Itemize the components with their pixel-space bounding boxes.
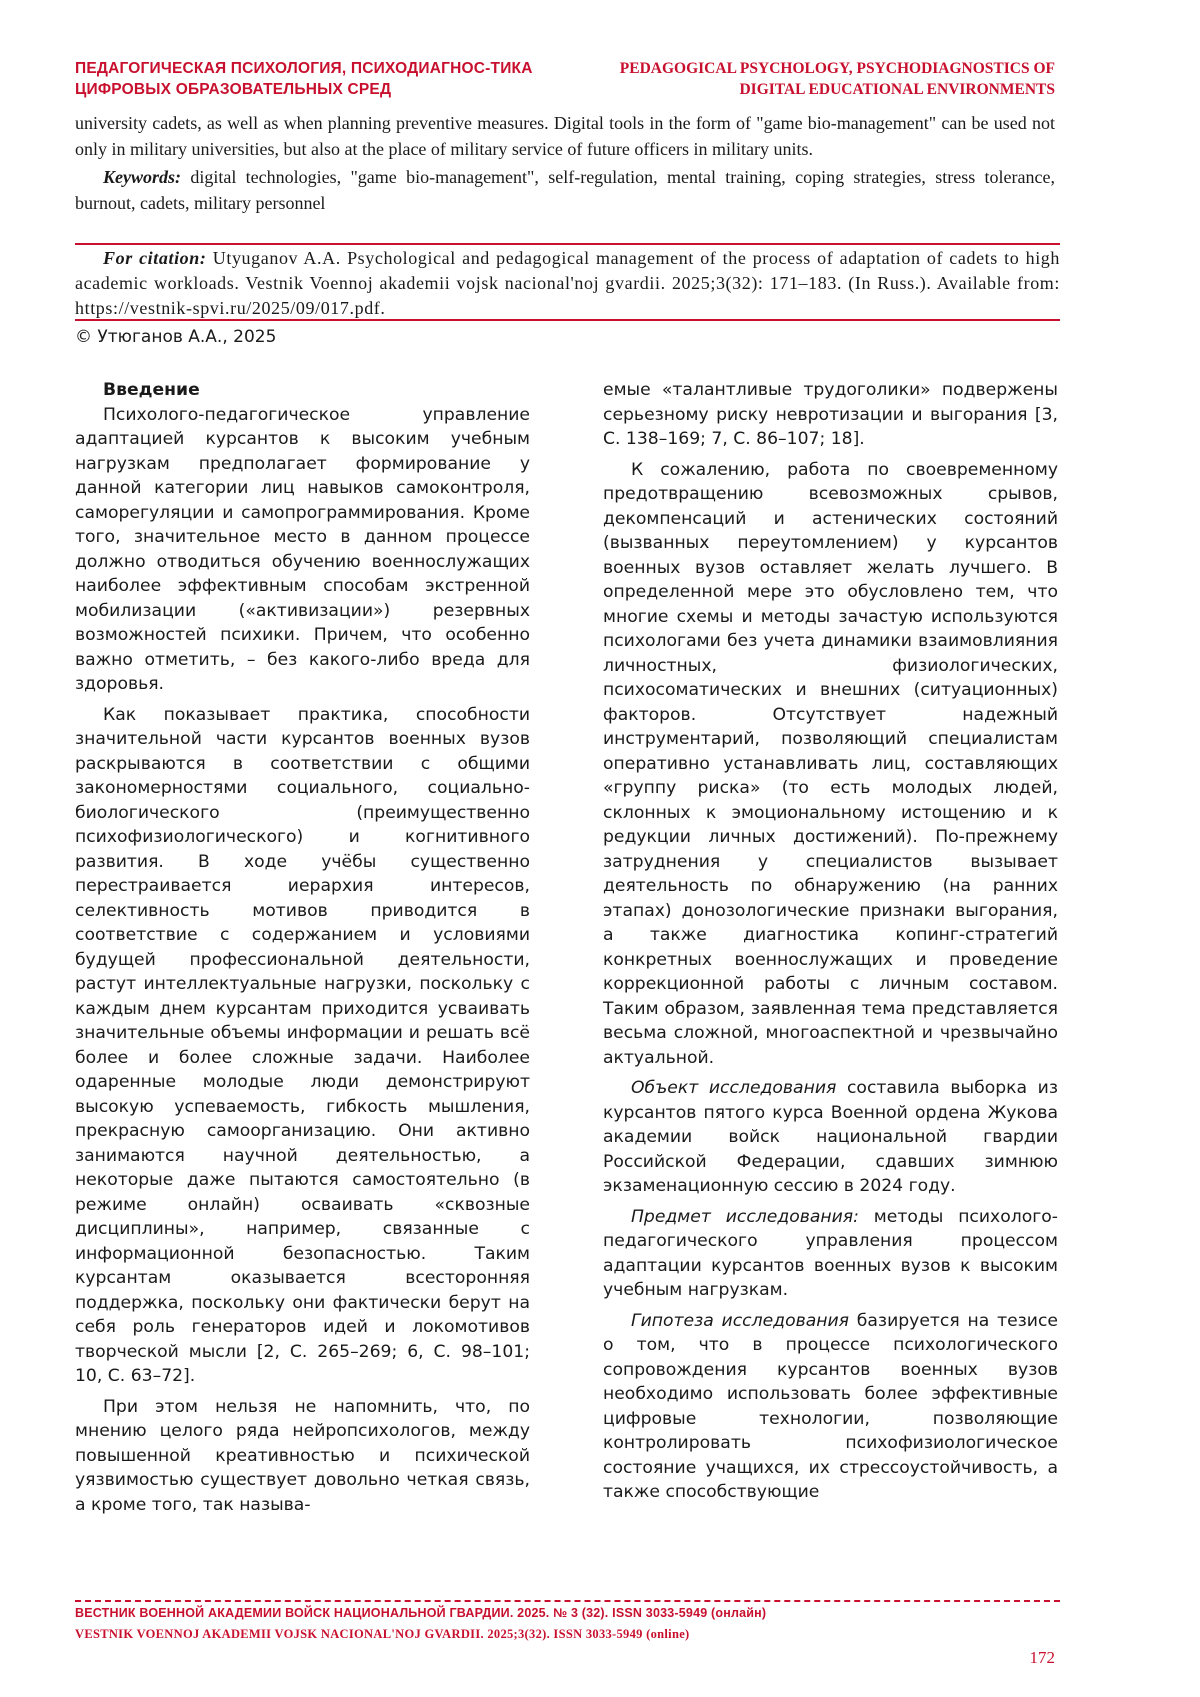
abstract-text: university cadets, as well as when planning preventive measures. Digital tools in the form of "game bio-management" can be used not only in military universities, but also at the place of military service of future officers in military units.	[75, 113, 1055, 159]
citation-block	[75, 246, 1060, 321]
paragraph-text: методы психолого-педагогического управления процессом адаптации курсантов военных вузов к высоким учебным нагрузкам.	[603, 1206, 1058, 1300]
citation-text: Utyuganov A.A. Psychological and pedagogical management of the process of adaptation of cadets to high academic workloads. Vestnik Voennoj akademii vojsk nacional'noj gvardii. 2025;3(32): 171–183. (In Russ.). Available from: https://vestnik-spvi.ru/2025/09/017.pdf.	[75, 248, 1060, 318]
divider-top	[75, 243, 1060, 245]
footer-journal-ru: ВЕСТНИК ВОЕННОЙ АКАДЕМИИ ВОЙСК НАЦИОНАЛЬНОЙ ГВАРДИИ. 2025. № 3 (32). ISSN 3033-5949 (онлайн)	[75, 1606, 767, 1620]
paragraph: При этом нельзя не напомнить, что, по мнению целого ряда нейропсихологов, между повышенной креативностью и психической уязвимостью существует довольно четкая связь, а кроме того, так называ-	[75, 1396, 530, 1515]
section-heading: Введение	[103, 380, 200, 400]
footer-divider	[75, 1600, 1060, 1602]
paragraph	[603, 1076, 1058, 1199]
page-number: 172	[1029, 1648, 1055, 1667]
keywords-block	[75, 164, 1055, 216]
divider-bottom	[75, 319, 1060, 321]
paragraph	[603, 1309, 1058, 1505]
footer-journal-en: VESTNIK VOENNOJ AKADEMII VOJSK NACIONAL'NOJ GVARDII. 2025;3(32). ISSN 3033-5949 (online)	[75, 1627, 690, 1641]
abstract-continuation	[75, 110, 1055, 216]
paragraph: К сожалению, работа по своевременному предотвращению всевозможных срывов, декомпенсаций и астенических состояний (вызванных переутомлением) у курсантов военных вузов оставляет желать лучшего. В определенной мере это обусловлено тем, что многие схемы и методы зачастую используются психологами без учета динамики взаимовлияния личностных, физиологических, психосоматических и внешних (ситуационных) факторов. Отсутствует надежный инструментарий, позволяющий специалистам оперативно устанавливать лиц, составляющих «группу риска» (то есть молодых людей, склонных к эмоциональному истощению и к редукции личных достижений). По-прежнему затруднения у специалистов вызывает деятельность по обнаружению (на ранних этапах) донозологические признаки выгорания, а также диагностика копинг-стратегий конкретных военнослужащих и проведение коррекционной работы с личным составом. Таким образом, заявленная тема представляется весьма сложной, многоаспектной и чрезвычайно актуальной.	[603, 459, 1058, 1068]
keywords-text: digital technologies, "game bio-management", self-regulation, mental training, coping strategies, stress tolerance, burnout, cadets, military personnel	[75, 167, 1055, 213]
left-column	[75, 378, 530, 1523]
citation-label: For citation:	[103, 248, 207, 268]
running-header-en: PEDAGOGICAL PSYCHOLOGY, PSYCHODIAGNOSTICS OF DIGITAL EDUCATIONAL ENVIRONMENTS	[619, 60, 1055, 98]
paragraph-text: составила выборка из курсантов пятого курса Военной ордена Жукова академии войск национальной гвардии Российской Федерации, сдавших зимнюю экзаменационную сессию в 2024 году.	[603, 1078, 1058, 1196]
paragraph-text: базируется на тезисе о том, что в процессе психологического сопровождения курсантов военных вузов необходимо использовать более эффективные цифровые технологии, позволяющие контролировать психофизиологическое состояние учащихся, их стрессоустойчивость, а также способствующие	[603, 1310, 1058, 1502]
term-label: Объект исследования	[631, 1078, 837, 1098]
copyright: © Утюганов А.А., 2025	[75, 327, 277, 347]
paragraph	[603, 1205, 1058, 1303]
right-column	[603, 378, 1058, 1511]
paragraph: Как показывает практика, способности значительной части курсантов военных вузов раскрываются в соответствии с общими закономерностями социального, социально-биологического (преимущественно психофизиологического) и когнитивного развития. В ходе учёбы существенно перестраивается иерархия интересов, селективность мотивов приводится в соответствие с содержанием и условиями будущей профессиональной деятельности, растут интеллектуальные нагрузки, поскольку с каждым днем курсантам приходится усваивать значительные объемы информации и решать всё более и более сложные задачи. Наиболее одаренные молодые люди демонстрируют высокую успеваемость, гибкость мышления, прекрасную самоорганизацию. Они активно занимаются научной деятельностью, а некоторые даже пытаются самостоятельно (в режиме онлайн) осваивать «сквозные дисциплины», например, связанные с информационной безопасностью. Таким курсантам оказывается всесторонняя поддержка, поскольку они фактически берут на себя роль генераторов идей и локомотивов творческой мысли [2, С. 265–269; 6, С. 98–101; 10, С. 63–72].	[75, 704, 530, 1386]
paragraph: Психолого-педагогическое управление адаптацией курсантов к высоким учебным нагрузкам предполагает формирование у данной категории лиц навыков самоконтроля, саморегуляции и самопрограммирования. Кроме того, значительное место в данном процессе должно отводиться обучению военнослужащих наиболее эффективным способам экстренной мобилизации («активизации») резервных возможностей психики. Причем, что особенно важно отметить, – без какого-либо вреда для здоровья.	[75, 404, 530, 694]
term-label: Предмет исследования:	[631, 1206, 859, 1227]
running-header-ru: ПЕДАГОГИЧЕСКАЯ ПСИХОЛОГИЯ, ПСИХОДИАГНОС-ТИКА ЦИФРОВЫХ ОБРАЗОВАТЕЛЬНЫХ СРЕД	[75, 60, 533, 98]
paragraph: емые «талантливые трудоголики» подвержены серьезному риску невротизации и выгорания [3, С. 138–169; 7, С. 86–107; 18].	[603, 380, 1058, 449]
term-label: Гипотеза исследования	[631, 1310, 849, 1331]
keywords-label: Keywords:	[103, 167, 181, 187]
